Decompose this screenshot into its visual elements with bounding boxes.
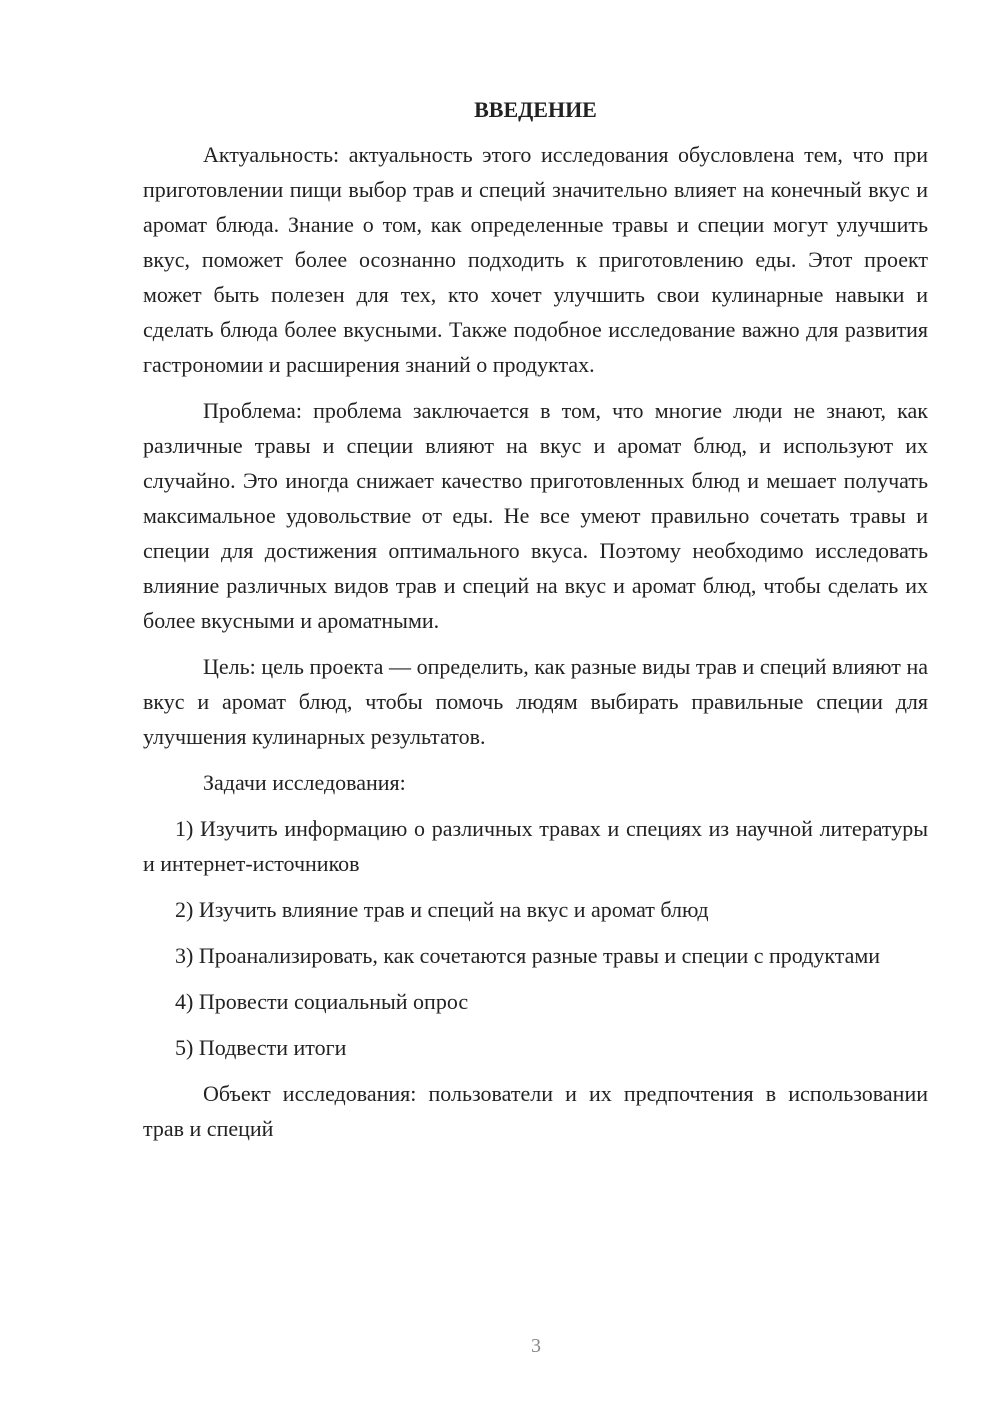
list-item: 1) Изучить информацию о различных травах и специях из научной литературы и интернет-источников (143, 816, 928, 876)
page-content (143, 94, 928, 1146)
paragraph-goal: Цель: цель проекта — определить, как разные виды трав и специй влияют на вкус и аромат блюд, чтобы помочь людям выбирать правильные специи для улучшения кулинарных результатов. (143, 654, 928, 749)
paragraph-relevance: Актуальность: актуальность этого исследования обусловлена тем, что при приготовлении пищи выбор трав и специй значительно влияет на конечный вкус и аромат блюда. Знание о том, как определенные травы и специи могут улучшить вкус, поможет более осознанно подходить к приготовлению еды. Этот проект может быть полезен для тех, кто хочет улучшить свои кулинарные навыки и сделать блюда более вкусными. Также подобное исследование важно для развития гастрономии и расширения знаний о продуктах. (143, 142, 928, 377)
section-heading: ВВЕДЕНИЕ (474, 97, 597, 122)
paragraph-object: Объект исследования: пользователи и их предпочтения в использовании трав и специй (143, 1081, 928, 1141)
paragraph-problem: Проблема: проблема заключается в том, что многие люди не знают, как различные травы и специи влияют на вкус и аромат блюд, и используют их случайно. Это иногда снижает качество приготовленных блюд и мешает получать максимальное удовольствие от еды. Не все умеют правильно сочетать травы и специи для достижения оптимального вкуса. Поэтому необходимо исследовать влияние различных видов трав и специй на вкус и аромат блюд, чтобы сделать их более вкусными и ароматными. (143, 398, 928, 633)
list-item: 3) Проанализировать, как сочетаются разные травы и специи с продуктами (175, 943, 881, 968)
list-item: 2) Изучить влияние трав и специй на вкус и аромат блюд (175, 897, 709, 922)
tasks-heading: Задачи исследования: (203, 770, 406, 795)
list-item: 5) Подвести итоги (175, 1035, 347, 1060)
list-item: 4) Провести социальный опрос (175, 989, 469, 1014)
page-number: 3 (531, 1335, 541, 1357)
